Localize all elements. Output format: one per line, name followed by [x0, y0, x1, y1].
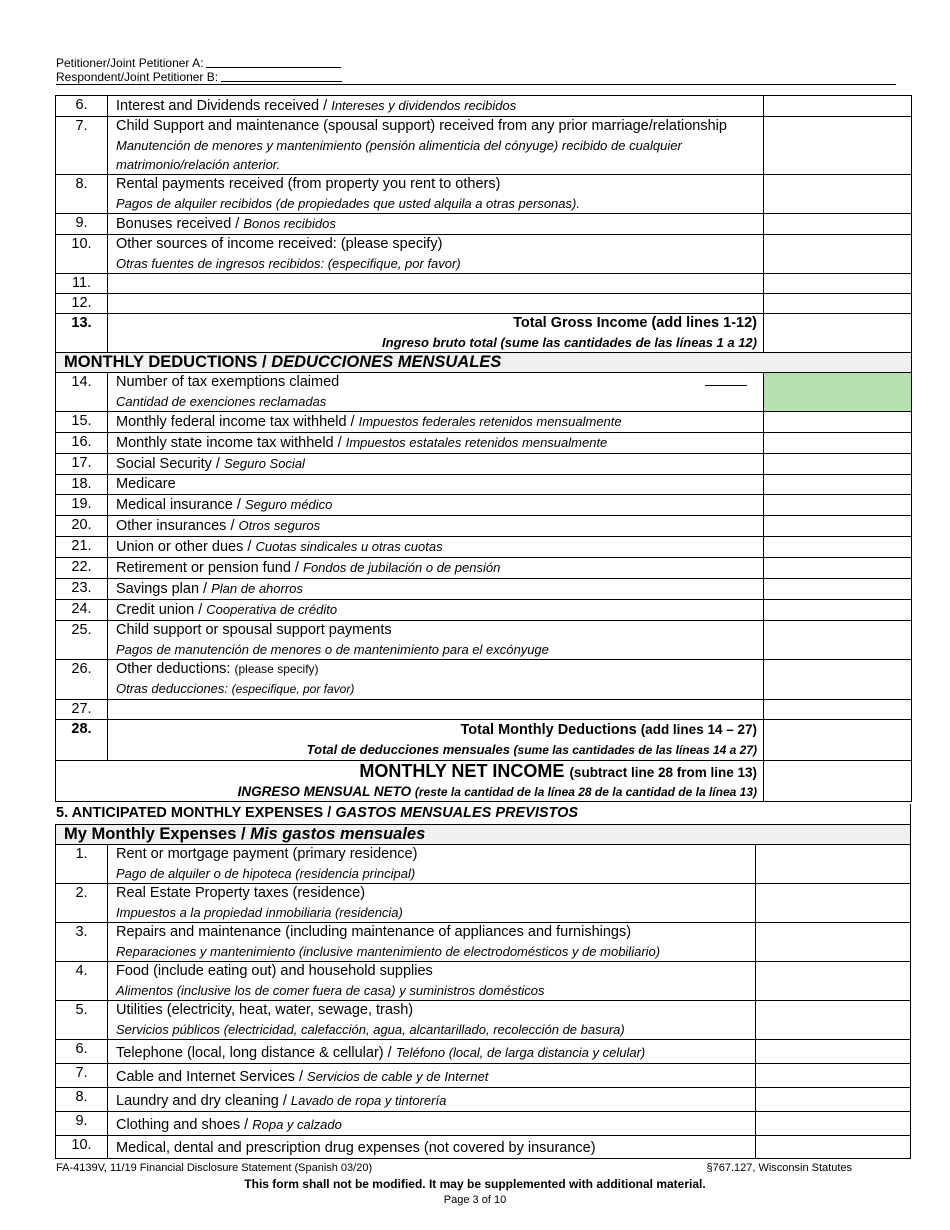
label-es: Impuestos a la propiedad inmobiliaria (residencia): [116, 905, 403, 920]
expense-line: [56, 923, 911, 962]
label-es: Manutención de menores y mantenimiento (pensión alimenticia del cónyuge) recibido de cualquier matrimonio/relación anterior.: [116, 138, 682, 172]
label-es: Cuotas sindicales u otras cuotas: [255, 539, 443, 554]
expense-line: [56, 962, 911, 1001]
income-line: [56, 274, 912, 294]
label-es-note: (sume las cantidades de las líneas 14 a 27): [513, 743, 757, 757]
amount-cell[interactable]: [764, 454, 912, 475]
line-description: [108, 175, 764, 214]
amount-cell[interactable]: [756, 962, 911, 1001]
amount-cell[interactable]: [756, 845, 911, 884]
label-es: Fondos de jubilación o de pensión: [303, 560, 501, 575]
label-es: Cooperativa de crédito: [206, 602, 338, 617]
label-es: Seguro Social: [224, 456, 305, 471]
label-en: Number of tax exemptions claimed: [116, 374, 340, 390]
line-number: 1.: [56, 845, 108, 884]
label-es: Plan de ahorros: [211, 581, 303, 596]
amount-cell[interactable]: [764, 700, 912, 720]
label-en: Social Security /: [116, 456, 224, 472]
net-income-label: [56, 761, 764, 802]
label-es: INGRESO MENSUAL NETO: [237, 784, 415, 799]
amount-cell[interactable]: [756, 884, 911, 923]
label-en: Repairs and maintenance (including maintenance of appliances and furnishings): [116, 924, 632, 940]
label-es: Total de deducciones mensuales: [306, 742, 514, 757]
section-5-title: [56, 805, 578, 821]
expense-line: [56, 845, 911, 884]
label-en: Bonuses received /: [116, 216, 244, 232]
line-number: 28.: [56, 720, 108, 761]
line-number: 8.: [56, 1088, 108, 1112]
total-deductions-amount[interactable]: [764, 720, 912, 761]
income-line: [56, 214, 912, 235]
line-description: [108, 117, 764, 175]
amount-cell[interactable]: [764, 96, 912, 117]
amount-cell[interactable]: [764, 294, 912, 314]
line-description: [108, 475, 764, 495]
label-es: Intereses y dividendos recibidos: [331, 98, 517, 113]
label-es: Otras fuentes de ingresos recibidos: (especifique, por favor): [116, 256, 461, 271]
deduction-line: [56, 495, 912, 516]
label-es: Otras deducciones:: [116, 681, 232, 696]
line-number: 9.: [56, 1112, 108, 1136]
line-description: [108, 884, 756, 923]
label-en: Food (include eating out) and household supplies: [116, 963, 433, 979]
line-description: [108, 454, 764, 475]
label-en: Rent or mortgage payment (primary residence): [116, 846, 418, 862]
line-number: 19.: [56, 495, 108, 516]
section-5-title-en: 5. ANTICIPATED MONTHLY EXPENSES /: [56, 805, 336, 821]
line-number: 7.: [56, 117, 108, 175]
label-en: Real Estate Property taxes (residence): [116, 885, 366, 901]
section-5-title-es: GASTOS MENSUALES PREVISTOS: [335, 805, 579, 821]
expense-line: [56, 1064, 911, 1088]
amount-cell[interactable]: [764, 433, 912, 454]
line-description: [108, 845, 756, 884]
amount-cell[interactable]: [756, 1088, 911, 1112]
line-number: 14.: [56, 373, 108, 412]
line-description: [108, 1064, 756, 1088]
amount-cell[interactable]: [764, 621, 912, 660]
line-description: [108, 1088, 756, 1112]
amount-cell[interactable]: [764, 412, 912, 433]
line-number: 26.: [56, 660, 108, 700]
deductions-section-header: [56, 353, 912, 373]
amount-cell[interactable]: [764, 516, 912, 537]
amount-cell[interactable]: [764, 660, 912, 700]
amount-cell[interactable]: [764, 579, 912, 600]
line-number: 18.: [56, 475, 108, 495]
header-divider: [56, 84, 896, 85]
respondent-blank[interactable]: [221, 70, 342, 82]
line-description: [108, 621, 764, 660]
label-es: Teléfono (local, de larga distancia y celular): [395, 1045, 646, 1060]
line-number: 6.: [56, 96, 108, 117]
line-description: [108, 412, 764, 433]
title-en: MONTHLY DEDUCTIONS /: [64, 353, 272, 371]
label-es: Seguro médico: [244, 497, 333, 512]
label-en: Total Monthly Deductions: [460, 722, 641, 738]
title-en: My Monthly Expenses /: [64, 825, 251, 843]
deduction-line: [56, 621, 912, 660]
line-description: [108, 600, 764, 621]
net-income-row: [56, 761, 912, 802]
modification-notice: This form shall not be modified. It may be supplemented with additional material.: [244, 1177, 706, 1191]
expense-line: [56, 1112, 911, 1136]
amount-cell[interactable]: [756, 923, 911, 962]
label-es: Cantidad de exenciones reclamadas: [116, 394, 327, 409]
total-gross-income-amount[interactable]: [764, 314, 912, 353]
line-description: [108, 558, 764, 579]
deduction-line: [56, 373, 912, 412]
amount-cell[interactable]: [764, 274, 912, 294]
deduction-line: [56, 475, 912, 495]
total-deductions-row: [56, 720, 912, 761]
label-es: Lavado de ropa y tintorería: [290, 1093, 447, 1108]
line-number: 25.: [56, 621, 108, 660]
line-number: 10.: [56, 235, 108, 274]
line-description: [108, 214, 764, 235]
line-number: 13.: [56, 314, 108, 353]
label-es: Otros seguros: [238, 518, 321, 533]
amount-cell[interactable]: [756, 1001, 911, 1040]
expense-line: [56, 1088, 911, 1112]
line-description: [108, 235, 764, 274]
label-es: Impuestos estatales retenidos mensualmente: [345, 435, 608, 450]
label-en: Clothing and shoes /: [116, 1117, 253, 1133]
deduction-line: [56, 579, 912, 600]
line-description: [108, 314, 764, 353]
label-en: Savings plan /: [116, 581, 212, 597]
amount-cell[interactable]: [764, 214, 912, 235]
expenses-subheader: [56, 825, 911, 845]
line-description[interactable]: [108, 700, 764, 720]
title-es: DEDUCCIONES MENSUALES: [271, 353, 502, 371]
amount-cell[interactable]: [764, 537, 912, 558]
label-en: Total Gross Income (add lines 1-12): [513, 315, 757, 331]
line-number: 12.: [56, 294, 108, 314]
expense-line: [56, 884, 911, 923]
line-number: 21.: [56, 537, 108, 558]
exemptions-count-blank[interactable]: [705, 373, 747, 386]
line-number: 15.: [56, 412, 108, 433]
income-line: [56, 96, 912, 117]
line-number: 5.: [56, 1001, 108, 1040]
line-description: [108, 962, 756, 1001]
label-es-note: (reste la cantidad de la línea 28 de la cantidad de la línea 13): [414, 785, 757, 799]
label-en: Medical, dental and prescription drug expenses (not covered by insurance): [116, 1140, 596, 1156]
label-es-note: (especifique, por favor): [231, 682, 355, 696]
respondent-label: Respondent/Joint Petitioner B:: [56, 70, 219, 84]
label-en: Child support or spousal support payments: [116, 622, 392, 638]
line-description: [108, 1112, 756, 1136]
amount-cell[interactable]: [756, 1040, 911, 1064]
deduction-line: [56, 558, 912, 579]
deduction-line: [56, 433, 912, 454]
total-gross-income-row: [56, 314, 912, 353]
label-es: Alimentos (inclusive los de comer fuera de casa) y suministros domésticos: [116, 983, 545, 998]
line-description: [108, 294, 764, 314]
deduction-line: [56, 516, 912, 537]
line-description: [108, 516, 764, 537]
page-number: Page 3 of 10: [443, 1194, 507, 1206]
amount-cell[interactable]: [764, 235, 912, 274]
amount-cell[interactable]: [764, 600, 912, 621]
label-en: Monthly state income tax withheld /: [116, 435, 346, 451]
line-description: [108, 720, 764, 761]
income-line: [56, 175, 912, 214]
label-en: Other deductions:: [116, 661, 235, 677]
expense-line: [56, 1136, 911, 1159]
amount-cell[interactable]: [764, 175, 912, 214]
net-income-amount[interactable]: [764, 761, 912, 802]
income-line: [56, 294, 912, 314]
deduction-line: [56, 660, 912, 700]
line-description: [108, 923, 756, 962]
label-es: Impuestos federales retenidos mensualmente: [358, 414, 622, 429]
line-description: [108, 495, 764, 516]
form-id: FA-4139V, 11/19 Financial Disclosure Statement (Spanish 03/20): [56, 1162, 373, 1174]
line-number: 4.: [56, 962, 108, 1001]
deduction-line: [56, 537, 912, 558]
subheader-title: [56, 825, 911, 845]
line-description: [108, 433, 764, 454]
section-title: [56, 353, 912, 373]
line-description: [108, 274, 764, 294]
line-number: 8.: [56, 175, 108, 214]
label-en: Retirement or pension fund /: [116, 560, 303, 576]
label-en: Utilities (electricity, heat, water, sewage, trash): [116, 1002, 414, 1018]
statute-ref: §767.127, Wisconsin Statutes: [706, 1162, 852, 1174]
amount-cell[interactable]: [764, 558, 912, 579]
amount-cell[interactable]: [764, 117, 912, 175]
expense-line: [56, 1040, 911, 1064]
deduction-line: [56, 700, 912, 720]
label-es: Pagos de alquiler recibidos (de propiedades que usted alquila a otras personas).: [116, 196, 580, 211]
label-es: Reparaciones y mantenimiento (inclusive mantenimiento de electrodomésticos y de mobiliario): [116, 944, 661, 959]
label-es: Ropa y calzado: [252, 1117, 342, 1132]
amount-cell[interactable]: [756, 1136, 911, 1159]
case-header: [56, 56, 342, 84]
label-es: Servicios de cable y de Internet: [307, 1069, 489, 1084]
line-number: 3.: [56, 923, 108, 962]
amount-cell[interactable]: [756, 1112, 911, 1136]
line-description: [108, 373, 764, 412]
line-number: 6.: [56, 1040, 108, 1064]
label-es: Pagos de manutención de menores o de mantenimiento para el excónyuge: [116, 642, 549, 657]
line-number: 2.: [56, 884, 108, 923]
line-description: [108, 96, 764, 117]
amount-cell[interactable]: [756, 1064, 911, 1088]
line-number: 16.: [56, 433, 108, 454]
label-en: Telephone (local, long distance & cellular) /: [116, 1045, 396, 1061]
line-number: 11.: [56, 274, 108, 294]
label-en: Medical insurance /: [116, 497, 245, 513]
line-description: [108, 537, 764, 558]
petitioner-blank[interactable]: [206, 56, 341, 68]
label-en: Laundry and dry cleaning /: [116, 1093, 291, 1109]
shaded-cell: [764, 373, 912, 412]
amount-cell[interactable]: [764, 475, 912, 495]
deduction-line: [56, 412, 912, 433]
label-es: Servicios públicos (electricidad, calefacción, agua, alcantarillado, recolección de basura): [116, 1022, 625, 1037]
income-deductions-table: [55, 95, 912, 802]
line-number: 20.: [56, 516, 108, 537]
label-en: Union or other dues /: [116, 539, 256, 555]
line-number: 27.: [56, 700, 108, 720]
label-en: Rental payments received (from property you rent to others): [116, 176, 501, 192]
label-en: Monthly federal income tax withheld /: [116, 414, 359, 430]
line-description: [108, 579, 764, 600]
deduction-line: [56, 454, 912, 475]
line-number: 22.: [56, 558, 108, 579]
label-en: Credit union /: [116, 602, 207, 618]
label-en-note: (subtract line 28 from line 13): [569, 765, 757, 780]
income-line: [56, 235, 912, 274]
amount-cell[interactable]: [764, 495, 912, 516]
line-number: 9.: [56, 214, 108, 235]
income-line: [56, 117, 912, 175]
label-es: Pago de alquiler o de hipoteca (residencia principal): [116, 866, 416, 881]
label-en: Other insurances /: [116, 518, 239, 534]
label-en: Other sources of income received: (please specify): [116, 236, 443, 252]
title-es: Mis gastos mensuales: [250, 825, 426, 843]
line-description: [108, 660, 764, 700]
label-en-note: (please specify): [234, 662, 319, 676]
line-number: 7.: [56, 1064, 108, 1088]
label-en: MONTHLY NET INCOME: [359, 761, 570, 781]
label-en-note: (add lines 14 – 27): [640, 722, 757, 737]
deduction-line: [56, 600, 912, 621]
expenses-table: [55, 824, 911, 1159]
label-en: Interest and Dividends received /: [116, 98, 332, 114]
label-en: Cable and Internet Services /: [116, 1069, 308, 1085]
petitioner-label: Petitioner/Joint Petitioner A:: [56, 56, 204, 70]
line-description: [108, 1040, 756, 1064]
label-es: Ingreso bruto total (sume las cantidades de las líneas 1 a 12): [382, 335, 757, 350]
line-number: 10.: [56, 1136, 108, 1159]
line-number: 24.: [56, 600, 108, 621]
expense-line: [56, 1001, 911, 1040]
line-number: 17.: [56, 454, 108, 475]
label-en: Child Support and maintenance (spousal support) received from any prior marriage/relationship: [116, 118, 727, 134]
line-description: [108, 1136, 756, 1159]
line-number: 23.: [56, 579, 108, 600]
line-description: [108, 1001, 756, 1040]
label-en: Medicare: [116, 476, 176, 492]
label-es: Bonos recibidos: [243, 216, 336, 231]
